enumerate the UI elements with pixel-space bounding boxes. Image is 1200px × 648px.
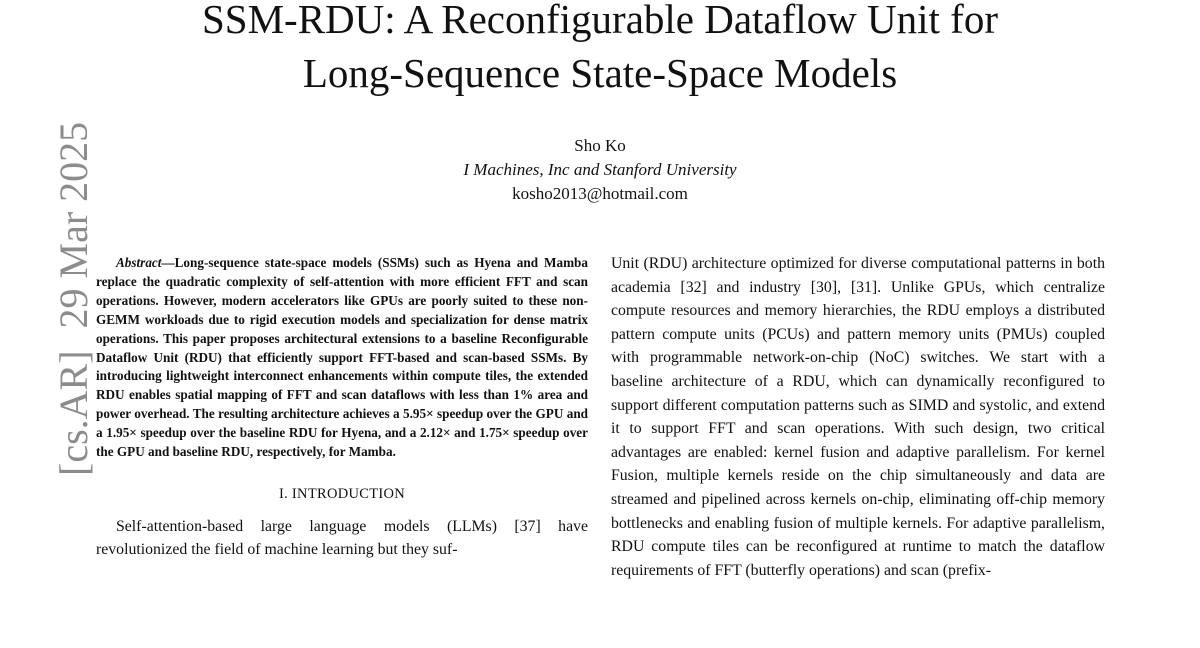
paper-title-line-1: SSM-RDU: A Reconfigurable Dataflow Unit for [202, 0, 998, 42]
author-affiliation: I Machines, Inc and Stanford University [463, 160, 737, 179]
paper-title [0, 0, 1200, 100]
abstract [96, 254, 588, 462]
author-name: Sho Ko [574, 136, 626, 155]
intro-continuation-paragraph: Unit (RDU) architecture optimized for diverse computational patterns in both academia [32] and industry [30], [31]. Unlike GPUs, which centralize compute resources and memory hierarchies, the RDU employs a distributed pattern compute units (PCUs) and pattern memory units (PMUs) coupled with programmable network-on-chip (NoC) switches. We start with a baseline architecture of a RDU, which can dynamically reconfigured to support different computation patterns such as SIMD and systolic, and extend it to support FFT and scan operations. With such design, two critical advantages are enabled: kernel fusion and adaptive parallelism. For kernel Fusion, multiple kernels reside on the chip simultaneously and data are streamed and pipelined across kernels on-chip, eliminating off-chip memory bottlenecks and enabling fusion of multiple kernels. For adaptive parallelism, RDU compute tiles can be reconfigured at runtime to match the dataflow requirements of FFT (butterfly operations) and scan (prefix- [611, 255, 1105, 579]
intro-paragraph: Self-attention-based large language models (LLMs) [37] have revolutionized the field of machine learning but they suf- [96, 517, 588, 559]
author-block [0, 134, 1200, 206]
abstract-text: —Long-sequence state-space models (SSMs) such as Hyena and Mamba replace the quadratic complexity of self-attention with more efficient FFT and scan operations. However, modern accelerators like GPUs are poorly suited to these non-GEMM workloads due to rigid execution models and specialization for dense matrix operations. This paper proposes architectural extensions to a baseline Reconfigurable Dataflow Unit (RDU) that efficiently support FFT-based and scan-based SSMs. By introducing lightweight interconnect enhancements within compute tiles, the extended RDU enables spatial mapping of FFT and scan dataflows with less than 1% area and power overhead. The resulting architecture achieves a 5.95× speedup over the GPU and a 1.95× speedup over the baseline RDU for Hyena, and a 2.12× and 1.75× speedup over the GPU and baseline RDU, respectively, for Mamba. [96, 255, 588, 460]
abstract-label: Abstract [116, 255, 162, 270]
author-email: kosho2013@hotmail.com [512, 184, 688, 203]
arxiv-watermark [51, 36, 96, 476]
left-column [96, 254, 588, 562]
arxiv-date: 29 Mar 2025 [51, 121, 96, 329]
section-heading-introduction: I. INTRODUCTION [278, 485, 406, 502]
right-column [611, 252, 1105, 582]
paper-title-line-2: Long-Sequence State-Space Models [302, 50, 898, 96]
arxiv-category: [cs.AR] [51, 350, 96, 476]
